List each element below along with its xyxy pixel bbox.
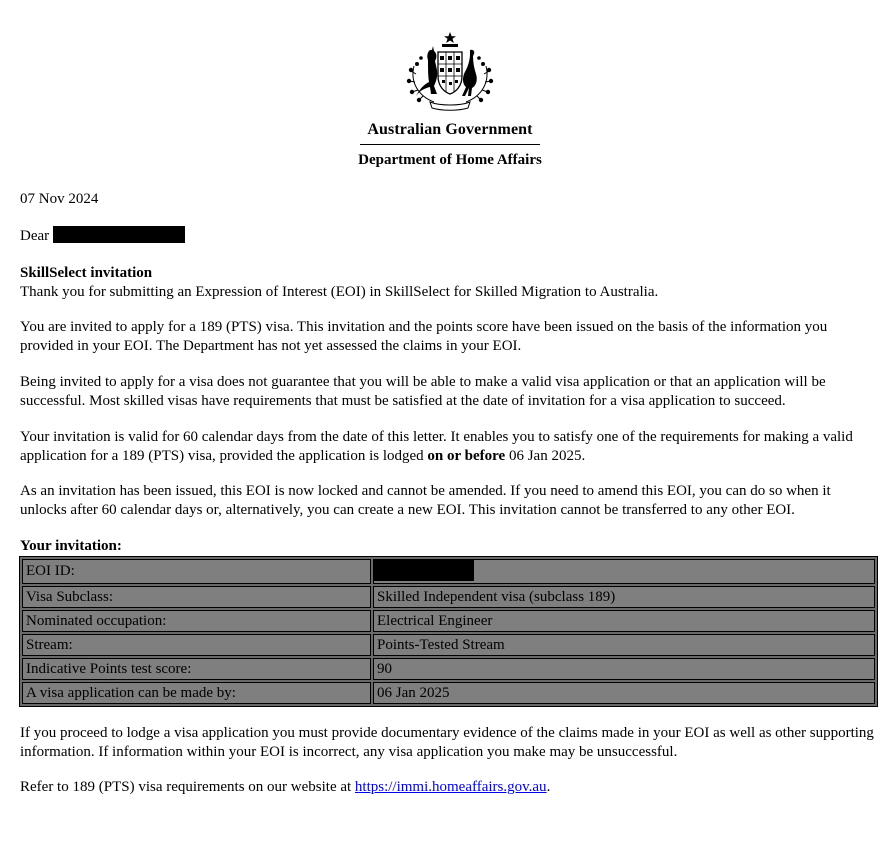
letter-body [20, 190, 880, 797]
row-label: EOI ID: [22, 559, 371, 584]
salutation-text: Dear [20, 228, 50, 244]
row-label: Indicative Points test score: [22, 658, 371, 680]
table-row-visa-subclass [22, 586, 875, 608]
table-row-occupation [22, 610, 875, 632]
evidence-paragraph: If you proceed to lodge a visa application you must provide documentary evidence of the claims made in your EOI as well as other supporting information. If information within your EOI is incorrect, any visa application you make may be unsuccessful. [20, 725, 874, 760]
redacted-name [53, 226, 185, 243]
row-label: Visa Subclass: [22, 586, 371, 608]
validity-paragraph [20, 428, 880, 466]
row-value [373, 559, 875, 584]
refer-end: . [546, 779, 551, 795]
invited-paragraph: You are invited to apply for a 189 (PTS) visa. This invitation and the points score have been issued on the basis of the information you provided in your EOI. The Department has not yet assessed the claims in your EOI. [20, 319, 828, 354]
refer-paragraph [20, 778, 880, 797]
row-value: Points-Tested Stream [373, 634, 875, 656]
row-label: A visa application can be made by: [22, 682, 371, 704]
salutation [20, 226, 880, 246]
row-value: 06 Jan 2025 [373, 682, 875, 704]
letter-date: 07 Nov 2024 [20, 191, 99, 207]
government-name: Australian Government [367, 121, 533, 138]
department-name: Department of Home Affairs [358, 152, 542, 168]
coat-of-arms-icon [404, 30, 496, 112]
validity-text: Your invitation is valid for 60 calendar days from the date of this letter. It enables you to satisfy one of the requirements for making a valid application for a 189 (PTS) visa, provided the application is lodged [20, 429, 853, 464]
refer-text: Refer to 189 (PTS) visa requirements on our website at [20, 779, 355, 795]
website-link[interactable]: https://immi.homeaffairs.gov.au [354, 779, 547, 795]
table-row-stream [22, 634, 875, 656]
guarantee-paragraph: Being invited to apply for a visa does not guarantee that you will be able to make a valid visa application or that an application will be successful. Most skilled visas have requirements that must be satisfied at the date of invitation for a visa application to succeed. [20, 374, 826, 409]
row-value: 90 [373, 658, 875, 680]
letterhead-divider [360, 144, 540, 145]
redacted-eoi-id [374, 560, 474, 581]
validity-date-text: 06 Jan 2025. [505, 448, 586, 464]
intro-paragraph: Thank you for submitting an Expression of Interest (EOI) in SkillSelect for Skilled Migration to Australia. [20, 284, 659, 300]
row-value: Skilled Independent visa (subclass 189) [373, 586, 875, 608]
row-label: Nominated occupation: [22, 610, 371, 632]
row-value: Electrical Engineer [373, 610, 875, 632]
invitation-table [19, 556, 878, 707]
row-label: Stream: [22, 634, 371, 656]
validity-emphasis: on or before [427, 448, 506, 464]
letter-heading: SkillSelect invitation [20, 265, 153, 281]
table-row-eoi-id [22, 559, 875, 584]
letterhead [0, 30, 893, 170]
invitation-heading: Your invitation: [20, 538, 122, 554]
table-row-points-score [22, 658, 875, 680]
locked-paragraph: As an invitation has been issued, this EOI is now locked and cannot be amended. If you need to amend this EOI, you can do so when it unlocks after 60 calendar days or, alternatively, you can create a new EOI. This invitation cannot be transferred to any other EOI. [20, 483, 831, 518]
table-row-application-deadline [22, 682, 875, 704]
